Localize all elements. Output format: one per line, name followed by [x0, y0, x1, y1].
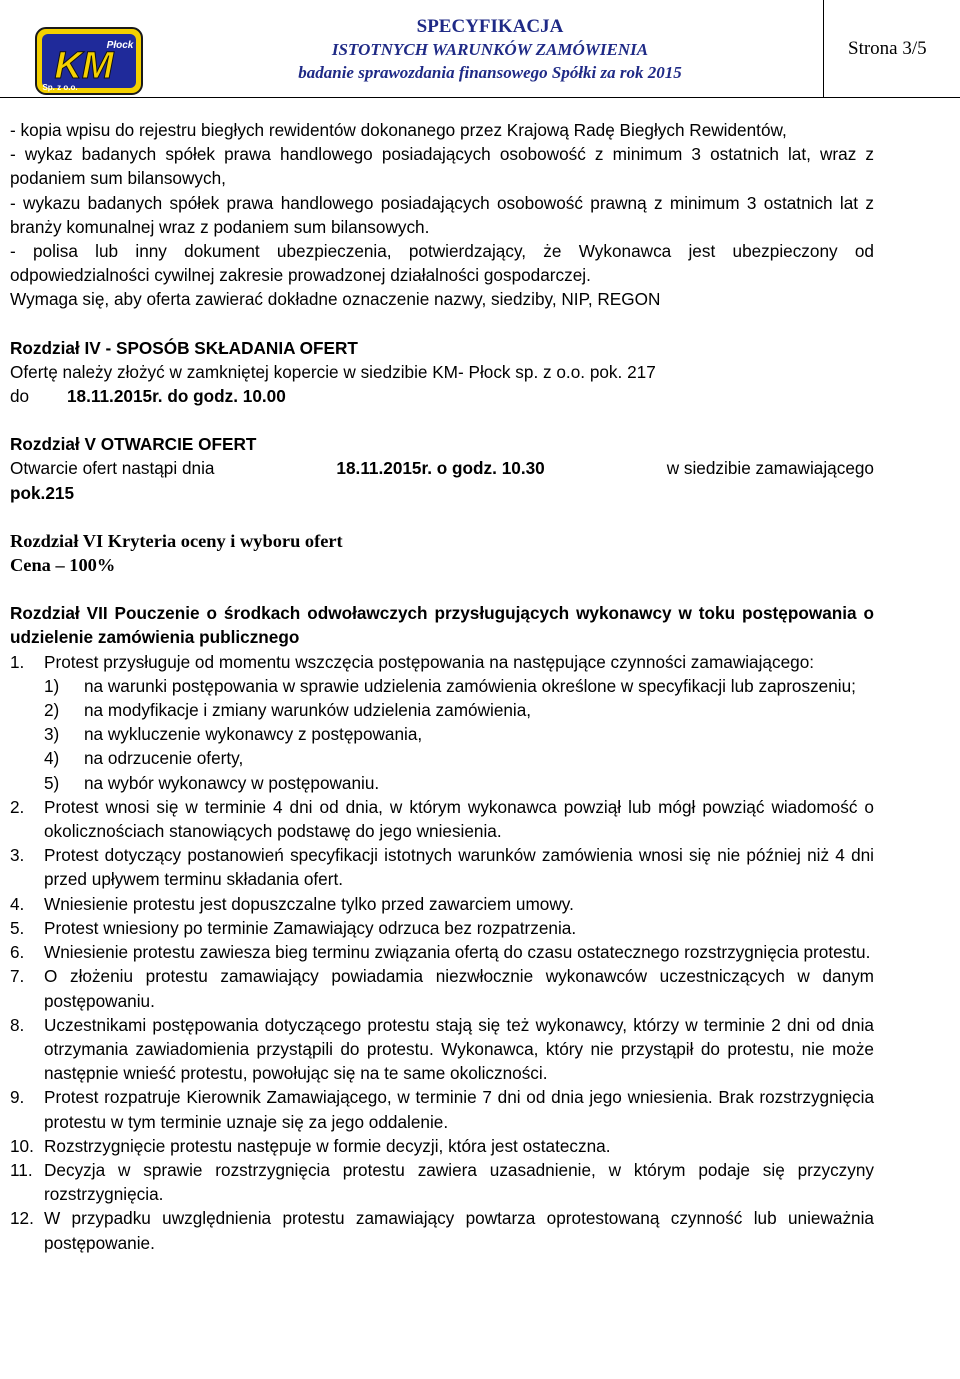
item-text: Protest rozpatruje Kierownik Zamawiającego, w terminie 7 dni od dnia jego wniesienia. Brak rozstrzygnięcia protestu w tym terminie uznaje się za jego oddalenie.: [44, 1087, 874, 1132]
list-item: [10, 843, 874, 891]
section-v: [10, 432, 874, 505]
item-number: 9.: [10, 1087, 25, 1108]
company-logo: [34, 26, 144, 96]
requirements-list: [10, 118, 874, 312]
header-rule: [0, 97, 960, 98]
header-divider: [823, 0, 824, 97]
item-text: Uczestnikami postępowania dotyczącego protestu stają się też wykonawcy, którzy w terminie 2 dni od dnia otrzymania zawiadomienia przystąpili do protestu. Wykonawca, który nie przystąpił do protestu, nie może następnie wnieść protestu, powołując się na te same okoliczności.: [44, 1014, 874, 1084]
list-item: [10, 916, 874, 940]
sub-item-text: na wybór wykonawcy w postępowaniu.: [84, 772, 380, 793]
list-item: [10, 650, 874, 795]
list-item: [10, 1085, 874, 1133]
section-heading: Rozdział V OTWARCIE OFERT: [10, 434, 257, 455]
requirement-note: Wymaga się, aby oferta zawierać dokładne oznaczenie nazwy, siedziby, NIP, REGON: [10, 289, 661, 310]
section-vii: [10, 601, 874, 1254]
item-text: Rozstrzygnięcie protestu następuje w formie decyzji, która jest ostateczna.: [44, 1135, 611, 1156]
doc-title: SPECYFIKACJA: [416, 16, 564, 37]
price-criterion: Cena – 100%: [10, 555, 116, 576]
deadline-value: 18.11.2015r. do godz. 10.00: [67, 386, 286, 407]
item-number: 11.: [10, 1159, 33, 1180]
item-number: 7.: [10, 966, 25, 987]
requirement-item: - polisa lub inny dokument ubezpieczenia, potwierdzający, że Wykonawca jest ubezpieczony od odpowiedzialności cywilnej zakresie prowadzonej działalności gospodarczej.: [10, 241, 874, 286]
protest-rules-list: [10, 650, 874, 1255]
item-number: 2.: [10, 796, 25, 817]
requirement-item: - kopia wpisu do rejestru biegłych rewidentów dokonanego przez Krajową Radę Biegłych Rewidentów,: [10, 120, 787, 140]
section-heading: Rozdział VII Pouczenie o środkach odwoławczych przysługujących wykonawcy w toku postępowania o udzielenie zamówienia publicznego: [10, 603, 874, 648]
page-header: [0, 0, 960, 98]
item-text: W przypadku uwzględnienia protestu zamawiający powtarza oprotestowaną czynność lub unieważnia postępowanie.: [44, 1208, 874, 1253]
list-item: [10, 795, 874, 843]
requirement-item: - wykazu badanych spółek prawa handlowego posiadających osobowość prawną z minimum 3 ostatnich lat z branży komunalnej wraz z podaniem sum bilansowych.: [10, 192, 874, 237]
logo-city: Płock: [106, 40, 134, 51]
sub-list-item: [44, 722, 874, 746]
list-item: [10, 940, 874, 964]
opening-room: pok.215: [10, 482, 75, 503]
section-iv: [10, 336, 874, 409]
sub-item-number: 3): [44, 724, 60, 745]
list-item: [10, 1134, 874, 1158]
doc-subject: badanie sprawozdania finansowego Spółki za rok 2015: [298, 63, 682, 82]
sub-item-text: na odrzucenie oferty,: [84, 748, 244, 769]
requirement-item: - wykaz badanych spółek prawa handlowego posiadających osobowość z minimum 3 ostatnich lat, wraz z podaniem sum bilansowych,: [10, 144, 874, 189]
item-number: 3.: [10, 845, 25, 866]
item-number: 8.: [10, 1014, 25, 1035]
protest-subjects-list: [44, 674, 874, 795]
list-item: [10, 892, 874, 916]
sub-item-text: na warunki postępowania w sprawie udzielenia zamówienia określone w specyfikacji lub zaproszeniu;: [84, 675, 856, 696]
item-number: 12.: [10, 1208, 34, 1229]
opening-place: w siedzibie zamawiającego: [666, 458, 874, 479]
item-number: 4.: [10, 893, 25, 914]
deadline-label: do: [10, 386, 30, 407]
sub-item-text: na wykluczenie wykonawcy z postępowania,: [84, 724, 423, 745]
page-number: Strona 3/5: [848, 38, 927, 59]
sub-list-item: [44, 674, 874, 698]
opening-info: [10, 456, 874, 480]
section-heading: Rozdział IV - SPOSÓB SKŁADANIA OFERT: [10, 337, 358, 358]
doc-subtitle: ISTOTNYCH WARUNKÓW ZAMÓWIENIA: [331, 40, 649, 59]
document-body: [10, 118, 874, 1255]
item-number: 6.: [10, 942, 25, 963]
opening-text: Otwarcie ofert nastąpi dnia: [10, 458, 215, 479]
item-text: Decyzja w sprawie rozstrzygnięcia protestu zawiera uzasadnienie, w którym podaje się przyczyny rozstrzygnięcia.: [44, 1159, 874, 1205]
item-text: Protest przysługuje od momentu wszczęcia postępowania na następujące czynności zamawiającego:: [44, 651, 815, 672]
item-number: 10.: [10, 1135, 34, 1156]
sub-item-number: 2): [44, 700, 60, 721]
item-text: Wniesienie protestu zawiesza bieg terminu związania ofertą do czasu ostatecznego rozstrzygnięcia protestu.: [44, 942, 871, 963]
sub-list-item: [44, 698, 874, 722]
sub-list-item: [44, 746, 874, 770]
sub-item-text: na modyfikacje i zmiany warunków udzielenia zamówienia,: [84, 700, 532, 721]
item-text: Protest dotyczący postanowień specyfikacji istotnych warunków zamówienia wnosi się nie później niż 4 dni przed upływem terminu składania ofert.: [44, 845, 874, 890]
sub-item-number: 1): [44, 675, 60, 696]
item-text: Protest wnosi się w terminie 4 dni od dnia, w którym wykonawca powziął lub mógł powziąć wiadomość o okolicznościach stanowiących podstawę do jego wniesienia.: [44, 796, 874, 842]
header-titles: [170, 15, 810, 84]
item-number: 5.: [10, 917, 25, 938]
list-item: [10, 1013, 874, 1086]
submission-text: Ofertę należy złożyć w zamkniętej kopercie w siedzibie KM- Płock sp. z o.o. pok. 217: [10, 361, 656, 382]
item-number: 1.: [10, 651, 25, 672]
sub-item-number: 4): [44, 748, 60, 769]
list-item: [10, 1158, 874, 1206]
sub-item-number: 5): [44, 772, 60, 793]
list-item: [10, 964, 874, 1012]
item-text: Protest wniesiony po terminie Zamawiający odrzuca bez rozpatrzenia.: [44, 917, 577, 938]
sub-list-item: [44, 771, 874, 795]
submission-deadline: [10, 384, 874, 408]
logo-suffix: Sp. z o.o.: [42, 83, 78, 92]
section-vi: [10, 529, 874, 577]
opening-date: 18.11.2015r. o godz. 10.30: [336, 458, 545, 479]
list-item: [10, 1206, 874, 1254]
logo-letters: KM: [54, 45, 114, 87]
section-heading: Rozdział VI Kryteria oceny i wyboru ofert: [10, 530, 343, 551]
item-text: Wniesienie protestu jest dopuszczalne tylko przed zawarciem umowy.: [44, 893, 574, 914]
item-text: O złożeniu protestu zamawiający powiadamia niezwłocznie wykonawców uczestniczących w danym postępowaniu.: [44, 966, 874, 1011]
